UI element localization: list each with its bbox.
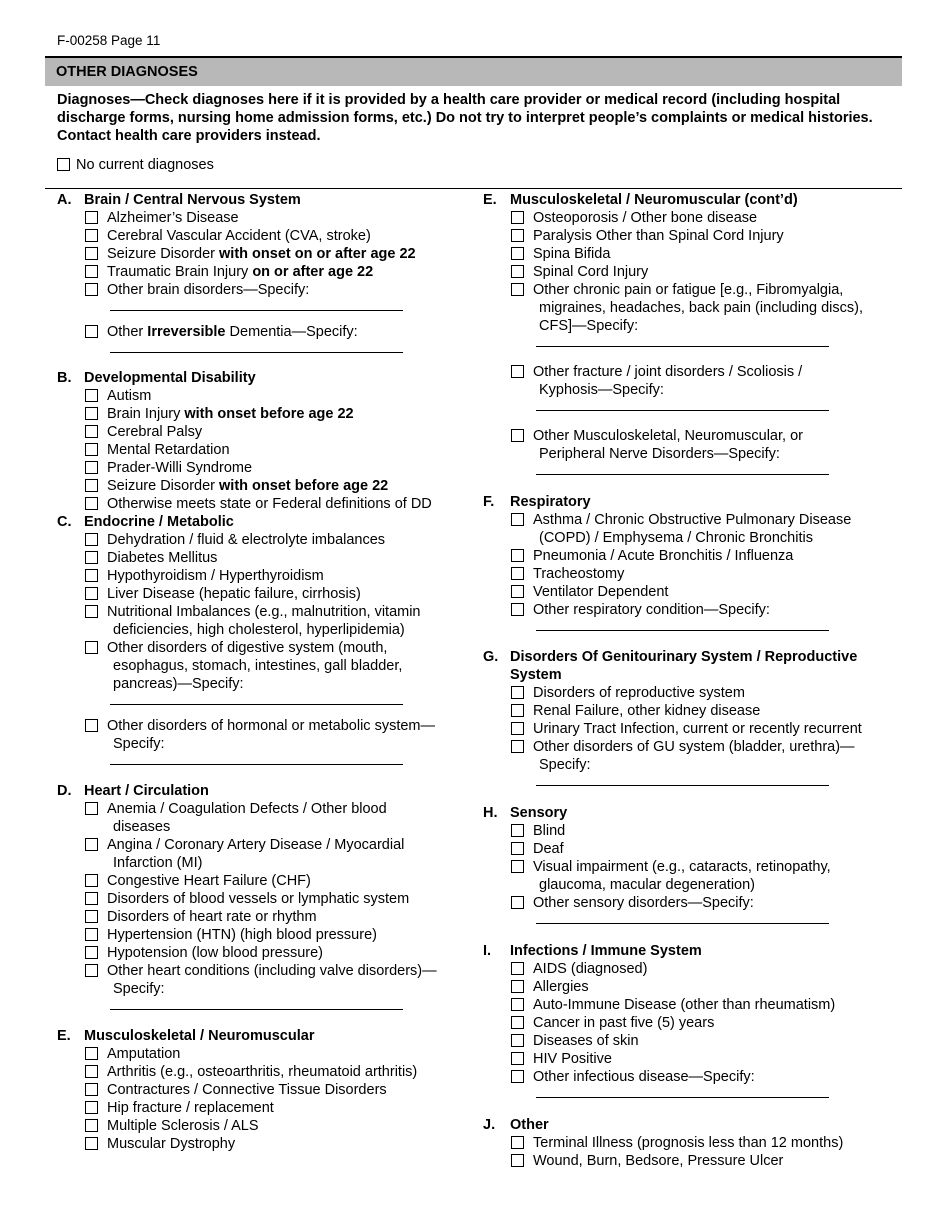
diagnosis-item[interactable]: [510, 1014, 903, 1032]
item-label: Congestive Heart Failure (CHF): [107, 873, 311, 889]
diagnosis-item[interactable]: [84, 962, 467, 998]
item-label-continued: Kyphosis—Specify:: [539, 382, 664, 398]
item-label-continued: migraines, headaches, back pain (including discs),: [539, 300, 864, 316]
diagnosis-item[interactable]: [510, 511, 903, 547]
section-title: OTHER DIAGNOSES: [56, 64, 198, 80]
item-label-emphasis: with onset before age 22: [184, 406, 354, 422]
checkbox[interactable]: [511, 265, 524, 278]
item-label: Wound, Burn, Bedsore, Pressure Ulcer: [533, 1153, 784, 1169]
item-label: Asthma / Chronic Obstructive Pulmonary Disease: [533, 512, 852, 528]
item-label: Disorders of blood vessels or lymphatic system: [107, 891, 410, 907]
item-label: Cancer in past five (5) years: [533, 1015, 715, 1031]
item-label: Autism: [107, 388, 152, 404]
item-label: Cerebral Palsy: [107, 424, 203, 440]
diagnosis-item[interactable]: [510, 840, 903, 858]
section-heading: Endocrine / Metabolic: [84, 514, 234, 530]
specify-line[interactable]: [84, 998, 467, 1022]
diagnosis-item[interactable]: [84, 405, 467, 423]
checkbox[interactable]: [85, 1083, 98, 1096]
checkbox[interactable]: [511, 1052, 524, 1065]
specify-line[interactable]: [510, 335, 903, 359]
diagnosis-item[interactable]: [510, 281, 903, 335]
diagnosis-item[interactable]: [84, 1045, 467, 1063]
checkbox[interactable]: [511, 211, 524, 224]
item-label-continued: Specify:: [113, 736, 165, 752]
section-heading: Musculoskeletal / Neuromuscular (cont’d): [510, 192, 798, 208]
diagnosis-item[interactable]: [510, 263, 903, 281]
section-letter: H.: [483, 805, 498, 821]
item-label: Renal Failure, other kidney disease: [533, 703, 761, 719]
item-label: Allergies: [533, 979, 589, 995]
diagnosis-item[interactable]: [510, 1068, 903, 1086]
diagnosis-item[interactable]: [84, 245, 467, 263]
checkbox[interactable]: [85, 265, 98, 278]
item-label: Visual impairment (e.g., cataracts, retinopathy,: [533, 859, 831, 875]
specify-line[interactable]: [510, 912, 903, 936]
checkbox[interactable]: [85, 605, 98, 618]
item-label: Nutritional Imbalances (e.g., malnutrition, vitamin: [107, 604, 421, 620]
checkbox[interactable]: [511, 429, 524, 442]
checkbox[interactable]: [511, 704, 524, 717]
item-label-emphasis: Irreversible: [147, 324, 226, 340]
item-label: Other heart conditions (including valve disorders)—: [107, 963, 437, 979]
section-g-genitourinary: [483, 648, 903, 798]
item-label: Urinary Tract Infection, current or recently recurrent: [533, 721, 862, 737]
section-a-brain: [57, 191, 467, 365]
diagnosis-item[interactable]: [510, 209, 903, 227]
diagnosis-item[interactable]: [510, 565, 903, 583]
item-label: Diabetes Mellitus: [107, 550, 218, 566]
item-label-continued: (COPD) / Emphysema / Chronic Bronchitis: [539, 530, 813, 546]
diagnosis-item[interactable]: [84, 263, 467, 281]
checkbox[interactable]: [85, 479, 98, 492]
form-id: F-00258 Page 11: [57, 33, 161, 48]
checkbox[interactable]: [85, 389, 98, 402]
diagnosis-item[interactable]: [510, 245, 903, 263]
item-label-continued: Infarction (MI): [113, 855, 203, 871]
checkbox[interactable]: [85, 283, 98, 296]
item-label: Hypertension (HTN) (high blood pressure): [107, 927, 377, 943]
diagnosis-item[interactable]: [84, 639, 467, 693]
diagnosis-item[interactable]: [510, 858, 903, 894]
instructions: Diagnoses—Check diagnoses here if it is provided by a health care provider or medical record (including hospital discharge forms, nursing home admission forms, etc.) Do not try to interpret people’s complaints or medical histories. Contact health care providers instead.: [57, 92, 873, 144]
section-f-respiratory: [483, 493, 903, 643]
diagnosis-item[interactable]: [84, 800, 467, 836]
checkbox[interactable]: [511, 603, 524, 616]
item-label: Diseases of skin: [533, 1033, 639, 1049]
item-label: Blind: [533, 823, 566, 839]
diagnosis-item[interactable]: [84, 717, 467, 753]
diagnosis-item[interactable]: [510, 547, 903, 565]
checkbox[interactable]: [85, 838, 98, 851]
checkbox[interactable]: [511, 824, 524, 837]
checkbox[interactable]: [511, 1034, 524, 1047]
diagnosis-item[interactable]: [510, 1032, 903, 1050]
section-letter: C.: [57, 514, 72, 530]
item-label: Terminal Illness (prognosis less than 12 months): [533, 1135, 844, 1151]
item-label: Spina Bifida: [533, 246, 611, 262]
checkbox[interactable]: [511, 740, 524, 753]
checkbox[interactable]: [85, 946, 98, 959]
section-heading: Disorders Of Genitourinary System / Reproductive: [510, 649, 858, 665]
checkbox[interactable]: [85, 874, 98, 887]
item-label: Tracheostomy: [533, 566, 625, 582]
checkbox[interactable]: [85, 1101, 98, 1114]
checkbox[interactable]: [85, 461, 98, 474]
item-label: Arthritis (e.g., osteoarthritis, rheumatoid arthritis): [107, 1064, 418, 1080]
section-heading: Other: [510, 1117, 549, 1133]
diagnosis-item[interactable]: [84, 944, 467, 962]
diagnosis-item[interactable]: [510, 227, 903, 245]
diagnosis-item[interactable]: [510, 822, 903, 840]
checkbox[interactable]: [85, 497, 98, 510]
diagnosis-item[interactable]: [84, 836, 467, 872]
diagnosis-item[interactable]: [84, 495, 467, 513]
diagnosis-item[interactable]: [510, 978, 903, 996]
section-heading: Musculoskeletal / Neuromuscular: [84, 1028, 315, 1044]
item-label: Contractures / Connective Tissue Disorders: [107, 1082, 387, 1098]
section-heading: Sensory: [510, 805, 568, 821]
item-label-continued: glaucoma, macular degeneration): [539, 877, 756, 893]
checkbox[interactable]: [511, 549, 524, 562]
checkbox[interactable]: [85, 802, 98, 815]
right-column: [483, 191, 903, 1170]
item-label-continued: CFS]—Specify:: [539, 318, 639, 334]
section-j-other: [483, 1116, 903, 1170]
item-label: HIV Positive: [533, 1051, 612, 1067]
option-label: No current diagnoses: [76, 157, 214, 173]
item-label: Deaf: [533, 841, 564, 857]
section-h-sensory: [483, 804, 903, 936]
section-c-endocrine: [57, 513, 467, 777]
diagnosis-item[interactable]: [84, 1135, 467, 1153]
item-label: Pneumonia / Acute Bronchitis / Influenza: [533, 548, 794, 564]
section-letter: F.: [483, 494, 495, 510]
item-label-emphasis: on or after age 22: [252, 264, 374, 280]
item-label: Dementia—Specify:: [225, 324, 358, 340]
checkbox[interactable]: [85, 211, 98, 224]
diagnosis-item[interactable]: [84, 603, 467, 639]
item-label: Other respiratory condition—Specify:: [533, 602, 770, 618]
diagnosis-item[interactable]: [84, 1063, 467, 1081]
checkbox[interactable]: [85, 325, 98, 338]
diagnosis-item[interactable]: [84, 459, 467, 477]
section-heading-continued: System: [510, 667, 562, 683]
item-label-continued: diseases: [113, 819, 171, 835]
diagnosis-item[interactable]: [84, 567, 467, 585]
checkbox[interactable]: [85, 247, 98, 260]
section-b-developmental: [57, 369, 467, 513]
item-label: Other sensory disorders—Specify:: [533, 895, 754, 911]
checkbox[interactable]: [511, 1016, 524, 1029]
checkbox[interactable]: [511, 513, 524, 526]
diagnosis-item[interactable]: [510, 996, 903, 1014]
section-e-musculoskeletal: [57, 1027, 467, 1153]
checkbox[interactable]: [85, 719, 98, 732]
diagnosis-item[interactable]: [84, 549, 467, 567]
diagnosis-item[interactable]: [84, 281, 467, 299]
specify-line[interactable]: [510, 399, 903, 423]
diagnosis-item[interactable]: [510, 894, 903, 912]
checkbox[interactable]: [85, 443, 98, 456]
specify-line[interactable]: [84, 341, 467, 365]
checkbox[interactable]: [511, 567, 524, 580]
checkbox[interactable]: [85, 641, 98, 654]
section-letter: D.: [57, 783, 72, 799]
checkbox[interactable]: [85, 964, 98, 977]
item-label: Angina / Coronary Artery Disease / Myocardial: [107, 837, 405, 853]
checkbox[interactable]: [511, 283, 524, 296]
diagnosis-item[interactable]: [510, 1152, 903, 1170]
diagnosis-item[interactable]: [84, 890, 467, 908]
section-heading: Infections / Immune System: [510, 943, 702, 959]
checkbox[interactable]: [85, 1119, 98, 1132]
section-band: [45, 56, 902, 86]
item-label: Other: [107, 324, 148, 340]
diagnosis-item[interactable]: [510, 702, 903, 720]
checkbox[interactable]: [511, 229, 524, 242]
section-heading: Respiratory: [510, 494, 591, 510]
checkbox[interactable]: [511, 980, 524, 993]
checkbox[interactable]: [85, 1047, 98, 1060]
diagnosis-item[interactable]: [510, 1050, 903, 1068]
diagnosis-item[interactable]: [84, 1117, 467, 1135]
item-label: Other disorders of hormonal or metabolic system—: [107, 718, 435, 734]
checkbox[interactable]: [511, 1136, 524, 1149]
diagnosis-item[interactable]: [84, 423, 467, 441]
diagnosis-item[interactable]: [510, 738, 903, 774]
diagnosis-item[interactable]: [84, 1099, 467, 1117]
checkbox[interactable]: [85, 1065, 98, 1078]
specify-line[interactable]: [84, 693, 467, 717]
checkbox[interactable]: [511, 962, 524, 975]
specify-line[interactable]: [510, 774, 903, 798]
checkbox[interactable]: [511, 896, 524, 909]
checkbox[interactable]: [85, 229, 98, 242]
item-label: Paralysis Other than Spinal Cord Injury: [533, 228, 784, 244]
item-label: Osteoporosis / Other bone disease: [533, 210, 758, 226]
checkbox[interactable]: [511, 247, 524, 260]
checkbox[interactable]: [511, 365, 524, 378]
specify-line[interactable]: [510, 1086, 903, 1110]
checkbox[interactable]: [85, 928, 98, 941]
checkbox[interactable]: [511, 860, 524, 873]
checkbox[interactable]: [85, 425, 98, 438]
diagnosis-item[interactable]: [510, 720, 903, 738]
specify-line[interactable]: [510, 619, 903, 643]
checkbox[interactable]: [85, 892, 98, 905]
checkbox[interactable]: [511, 722, 524, 735]
checkbox[interactable]: [85, 587, 98, 600]
item-label: Otherwise meets state or Federal definitions of DD: [107, 496, 432, 512]
checkbox[interactable]: [511, 686, 524, 699]
diagnosis-item[interactable]: [510, 583, 903, 601]
item-label: Mental Retardation: [107, 442, 230, 458]
checkbox[interactable]: [85, 551, 98, 564]
item-label: Disorders of reproductive system: [533, 685, 745, 701]
diagnosis-item[interactable]: [84, 323, 467, 341]
section-letter: I.: [483, 943, 492, 959]
item-label: Auto-Immune Disease (other than rheumatism): [533, 997, 836, 1013]
item-label: Other Musculoskeletal, Neuromuscular, or: [533, 428, 803, 444]
section-heading: Developmental Disability: [84, 370, 256, 386]
diagnosis-item[interactable]: [84, 908, 467, 926]
specify-line[interactable]: [84, 753, 467, 777]
item-label-emphasis: with onset on or after age 22: [219, 246, 416, 262]
item-label: Amputation: [107, 1046, 181, 1062]
checkbox[interactable]: [85, 533, 98, 546]
diagnosis-item[interactable]: [84, 585, 467, 603]
item-label: Spinal Cord Injury: [533, 264, 649, 280]
item-label: Dehydration / fluid & electrolyte imbalances: [107, 532, 386, 548]
section-heading: Heart / Circulation: [84, 783, 209, 799]
item-label: Multiple Sclerosis / ALS: [107, 1118, 259, 1134]
item-label-continued: deficiencies, high cholesterol, hyperlipidemia): [113, 622, 405, 638]
section-letter: G.: [483, 649, 499, 665]
diagnosis-item[interactable]: [84, 1081, 467, 1099]
diagnosis-item[interactable]: [84, 441, 467, 459]
left-column: [57, 191, 467, 1153]
checkbox[interactable]: [511, 585, 524, 598]
item-label: Other disorders of digestive system (mouth,: [107, 640, 388, 656]
diagnosis-item[interactable]: [510, 601, 903, 619]
checkbox[interactable]: [511, 1154, 524, 1167]
diagnosis-item[interactable]: [84, 477, 467, 495]
item-label-emphasis: with onset before age 22: [219, 478, 389, 494]
checkbox[interactable]: [511, 998, 524, 1011]
item-label: Cerebral Vascular Accident (CVA, stroke): [107, 228, 371, 244]
item-label-continued: Specify:: [539, 757, 591, 773]
specify-line[interactable]: [84, 299, 467, 323]
checkbox[interactable]: [85, 910, 98, 923]
item-label: Seizure Disorder: [107, 478, 220, 494]
section-heading: Brain / Central Nervous System: [84, 192, 301, 208]
item-label-continued: esophagus, stomach, intestines, gall bladder,: [113, 658, 403, 674]
checkbox[interactable]: [85, 407, 98, 420]
item-label: Other disorders of GU system (bladder, urethra)—: [533, 739, 855, 755]
item-label: Ventilator Dependent: [533, 584, 669, 600]
section-e-musculoskeletal-continued: [483, 191, 903, 487]
checkbox[interactable]: [85, 569, 98, 582]
diagnosis-item[interactable]: [510, 960, 903, 978]
item-label-continued: pancreas)—Specify:: [113, 676, 244, 692]
checkbox[interactable]: [57, 158, 70, 171]
section-letter: E.: [483, 192, 497, 208]
checkbox[interactable]: [85, 1137, 98, 1150]
item-label-continued: Peripheral Nerve Disorders—Specify:: [539, 446, 780, 462]
no-current-diagnoses-option[interactable]: [57, 157, 214, 173]
diagnosis-item[interactable]: [510, 427, 903, 463]
item-label: Alzheimer’s Disease: [107, 210, 239, 226]
diagnosis-item[interactable]: [84, 926, 467, 944]
diagnosis-item[interactable]: [510, 363, 903, 399]
checkbox[interactable]: [511, 842, 524, 855]
item-label-continued: Specify:: [113, 981, 165, 997]
item-label: Liver Disease (hepatic failure, cirrhosis): [107, 586, 361, 602]
item-label: Hip fracture / replacement: [107, 1100, 274, 1116]
diagnosis-item[interactable]: [84, 531, 467, 549]
item-label: Seizure Disorder: [107, 246, 220, 262]
section-letter: E.: [57, 1028, 71, 1044]
diagnosis-item[interactable]: [510, 1134, 903, 1152]
diagnosis-item[interactable]: [84, 872, 467, 890]
diagnosis-item[interactable]: [84, 387, 467, 405]
section-d-heart: [57, 782, 467, 1022]
section-i-infections: [483, 942, 903, 1110]
item-label: Disorders of heart rate or rhythm: [107, 909, 317, 925]
section-letter: J.: [483, 1117, 496, 1133]
section-letter: A.: [57, 192, 72, 208]
checkbox[interactable]: [511, 1070, 524, 1083]
specify-line[interactable]: [510, 463, 903, 487]
diagnosis-item[interactable]: [84, 227, 467, 245]
item-label: Other infectious disease—Specify:: [533, 1069, 755, 1085]
section-letter: B.: [57, 370, 72, 386]
item-label: Traumatic Brain Injury: [107, 264, 253, 280]
item-label: Hypotension (low blood pressure): [107, 945, 323, 961]
item-label: Other brain disorders—Specify:: [107, 282, 310, 298]
item-label: Anemia / Coagulation Defects / Other blood: [107, 801, 387, 817]
item-label: Prader-Willi Syndrome: [107, 460, 253, 476]
item-label: Hypothyroidism / Hyperthyroidism: [107, 568, 324, 584]
divider: [45, 188, 902, 189]
diagnosis-item[interactable]: [510, 684, 903, 702]
item-label: AIDS (diagnosed): [533, 961, 648, 977]
item-label: Other fracture / joint disorders / Scoliosis /: [533, 364, 803, 380]
item-label: Brain Injury: [107, 406, 185, 422]
diagnosis-item[interactable]: [84, 209, 467, 227]
item-label: Muscular Dystrophy: [107, 1136, 236, 1152]
item-label: Other chronic pain or fatigue [e.g., Fibromyalgia,: [533, 282, 844, 298]
